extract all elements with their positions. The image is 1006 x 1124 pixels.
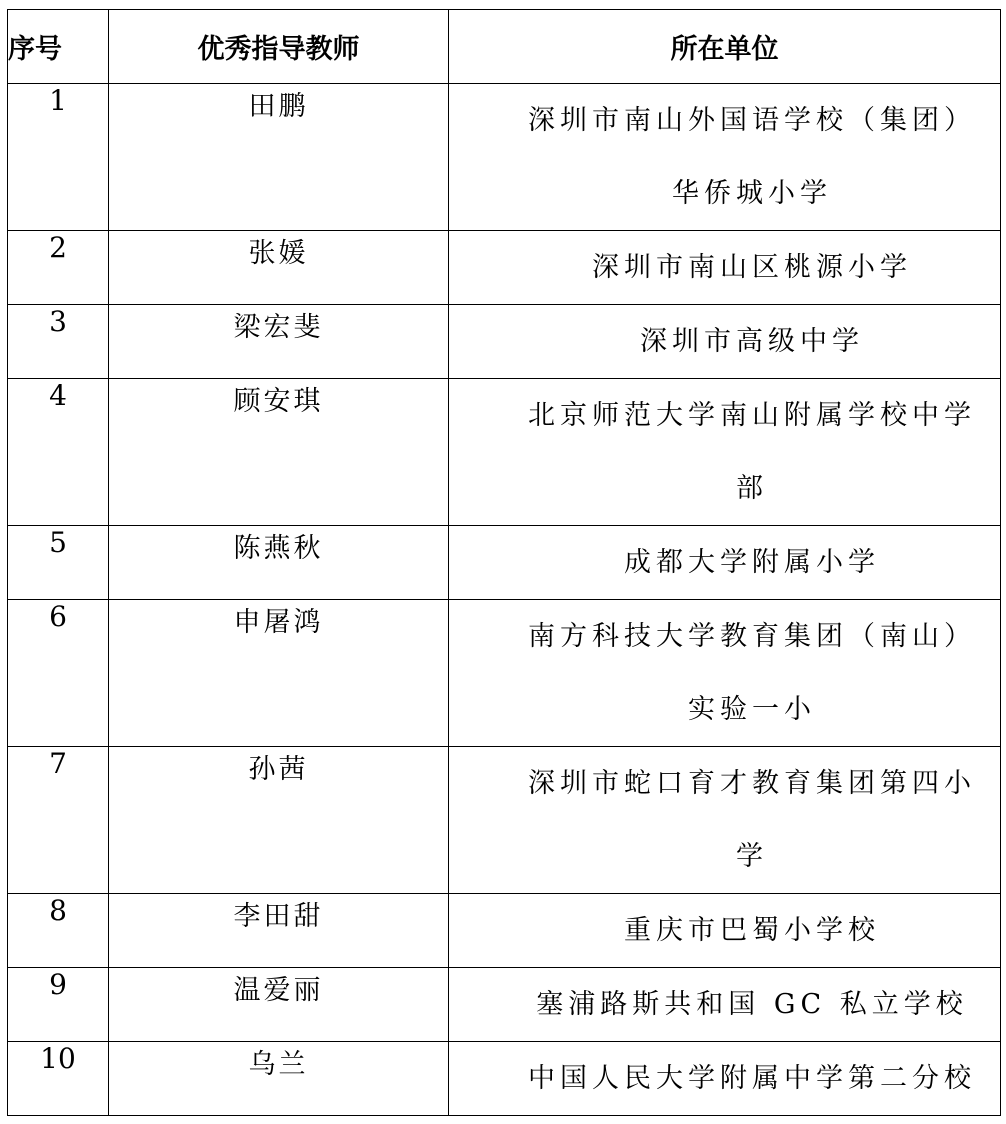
unit-name: 深圳市蛇口育才教育集团第四小学 [528, 768, 976, 872]
teacher-name-cell: 孙茜 [109, 747, 449, 894]
unit-cell [449, 305, 1001, 379]
table-row [8, 747, 1001, 894]
table-header-row [8, 10, 1001, 84]
unit-name: 成都大学附属小学 [624, 547, 880, 578]
serial-number-cell: 7 [8, 747, 109, 894]
unit-name: 北京师范大学南山附属学校中学部 [528, 400, 976, 504]
teacher-name-cell: 梁宏斐 [109, 305, 449, 379]
unit-cell [449, 231, 1001, 305]
table-row [8, 526, 1001, 600]
unit-cell [449, 747, 1001, 894]
table-row [8, 968, 1001, 1042]
table-row [8, 894, 1001, 968]
serial-number-cell: 4 [8, 379, 109, 526]
teacher-name-cell: 李田甜 [109, 894, 449, 968]
unit-cell [449, 526, 1001, 600]
unit-name: 深圳市南山区桃源小学 [592, 252, 912, 283]
serial-number-cell: 3 [8, 305, 109, 379]
header-teacher: 优秀指导教师 [109, 10, 449, 84]
serial-number-cell: 8 [8, 894, 109, 968]
unit-cell [449, 1042, 1001, 1116]
serial-number-cell: 1 [8, 84, 109, 231]
serial-number-cell: 9 [8, 968, 109, 1042]
table-row [8, 84, 1001, 231]
teacher-award-table [7, 9, 1001, 1116]
teacher-name-cell: 申屠鸿 [109, 600, 449, 747]
table-row [8, 600, 1001, 747]
unit-cell [449, 600, 1001, 747]
unit-cell [449, 379, 1001, 526]
unit-cell [449, 968, 1001, 1042]
unit-name: 塞浦路斯共和国 GC 私立学校 [536, 989, 968, 1020]
unit-name: 深圳市南山外国语学校（集团）华侨城小学 [528, 105, 976, 209]
header-unit: 所在单位 [449, 10, 1001, 84]
unit-name: 中国人民大学附属中学第二分校 [528, 1063, 976, 1094]
teacher-name-cell: 田鹏 [109, 84, 449, 231]
table-row [8, 231, 1001, 305]
serial-number-cell: 5 [8, 526, 109, 600]
unit-name: 重庆市巴蜀小学校 [624, 915, 880, 946]
serial-number-cell: 10 [8, 1042, 109, 1116]
serial-number-cell: 2 [8, 231, 109, 305]
unit-name: 深圳市高级中学 [640, 326, 864, 357]
table-row [8, 379, 1001, 526]
unit-cell [449, 84, 1001, 231]
unit-name: 南方科技大学教育集团（南山）实验一小 [528, 621, 976, 725]
table-row [8, 305, 1001, 379]
teacher-name-cell: 乌兰 [109, 1042, 449, 1116]
table-row [8, 1042, 1001, 1116]
header-serial-number: 序号 [8, 10, 109, 84]
serial-number-cell: 6 [8, 600, 109, 747]
teacher-name-cell: 张媛 [109, 231, 449, 305]
teacher-name-cell: 温爱丽 [109, 968, 449, 1042]
teacher-name-cell: 顾安琪 [109, 379, 449, 526]
teacher-name-cell: 陈燕秋 [109, 526, 449, 600]
unit-cell [449, 894, 1001, 968]
